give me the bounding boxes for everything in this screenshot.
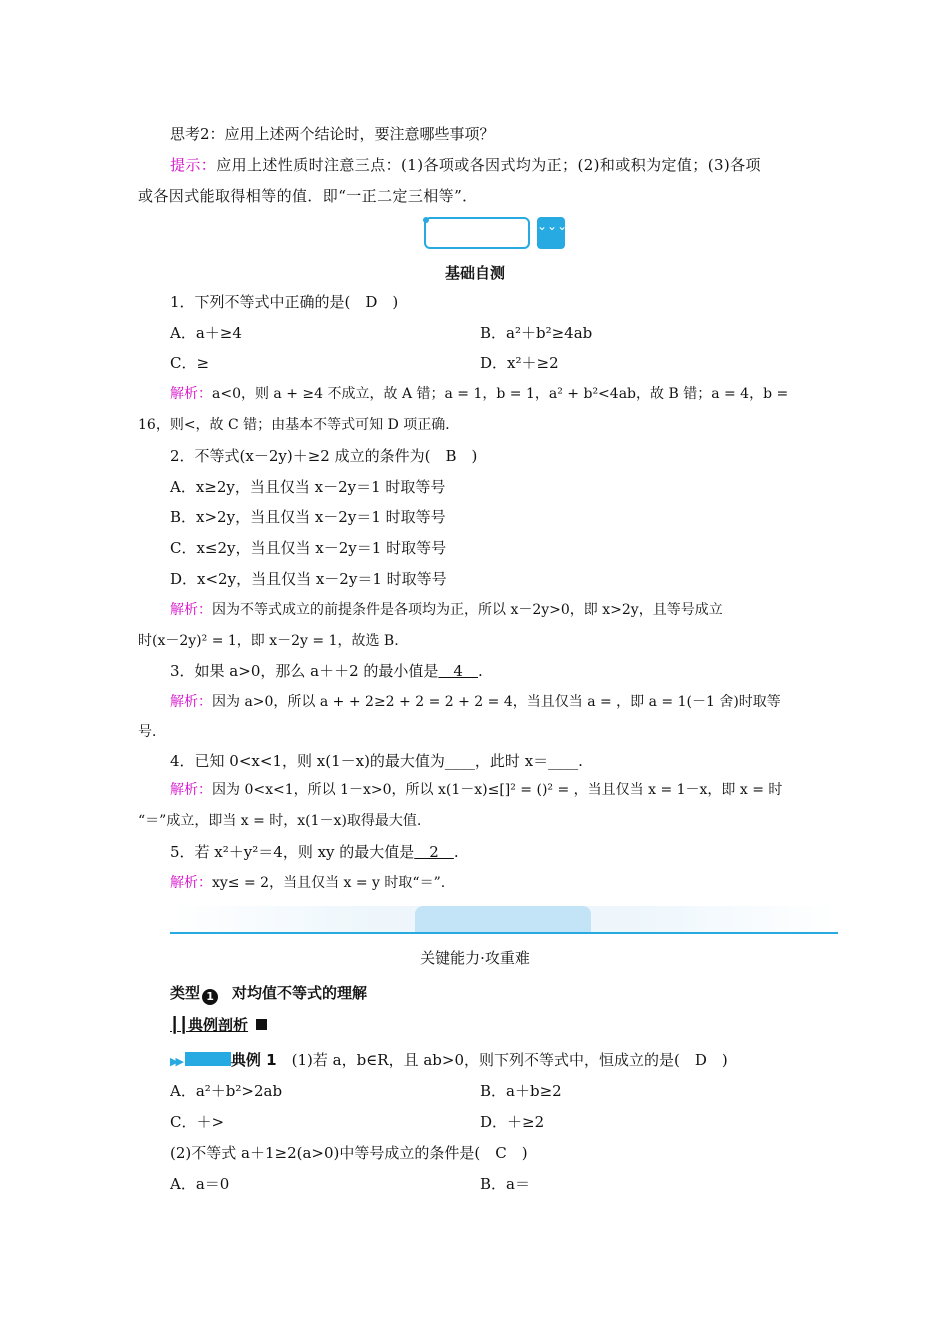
q4-stem: 4．已知 0<x<1，则 x(1－x)的最大值为____，此时 x＝____. bbox=[170, 752, 583, 770]
type-number-badge: 1 bbox=[202, 989, 218, 1005]
example-label: 典例 1 bbox=[230, 1051, 277, 1069]
q3-solution-line2: 号． bbox=[138, 724, 166, 740]
section-divider-line bbox=[170, 932, 838, 934]
section-badge-frame bbox=[424, 217, 530, 249]
q1-option-b: B．a²＋b²≥4ab bbox=[480, 324, 593, 342]
solution-label: 解析： bbox=[170, 875, 212, 891]
ex1-option-a: A．a²＋b²>2ab bbox=[170, 1082, 283, 1100]
q2-solution-line2: 时(x－2y)² = 1，即 x－2y = 1，故选 B. bbox=[138, 633, 399, 649]
q4-solution-text-1: 因为 0<x<1，所以 1－x>0，所以 x(1－x)≤[]² = ()² = ，当且仅当 x = 1－x，即 x = 时 bbox=[212, 782, 783, 798]
q2-option-b: B．x>2y，当且仅当 x－2y＝1 时取等号 bbox=[170, 508, 446, 526]
solution-label: 解析： bbox=[170, 602, 212, 618]
q2-solution-line1 bbox=[170, 600, 723, 620]
badge-dot bbox=[423, 217, 429, 223]
q2-option-c: C．x≤2y，当且仅当 x－2y＝1 时取等号 bbox=[170, 539, 447, 557]
section-title-key-abilities: 关键能力·攻重难 bbox=[420, 949, 530, 967]
type-label: 类型 bbox=[170, 984, 201, 1002]
type-title: 对均值不等式的理解 bbox=[232, 984, 368, 1002]
q4-solution-line2: “＝”成立，即当 x = 时，x(1－x)取得最大值. bbox=[138, 813, 422, 829]
q1-option-d: D．x²＋≥2 bbox=[480, 354, 559, 372]
q2-option-d: D．x<2y，当且仅当 x－2y＝1 时取等号 bbox=[170, 570, 447, 588]
ex1-part2-option-a: A．a＝0 bbox=[170, 1175, 230, 1193]
q5-solution-text-1: xy≤ = 2，当且仅当 x = y 时取“＝”. bbox=[212, 875, 446, 891]
q1-option-c: C．≥ bbox=[170, 354, 210, 372]
q5-stem-end: . bbox=[453, 843, 459, 861]
q3-solution-text-1: 因为 a>0，所以 a + + 2≥2 + 2 = 2 + 2 = 4，当且仅当 a = ，即 a = 1(－1 舍)时取等 bbox=[212, 694, 781, 710]
q3-stem-end: . bbox=[477, 662, 483, 680]
tip-label: 提示： bbox=[170, 156, 217, 174]
example-tag bbox=[185, 1052, 231, 1066]
q2-stem: 2．不等式(x－2y)＋≥2 成立的条件为( B ) bbox=[170, 447, 478, 465]
q1-option-a: A．a＋≥4 bbox=[170, 324, 242, 342]
q2-solution-text-1: 因为不等式成立的前提条件是各项均为正，所以 x－2y>0，即 x>2y，且等号成立 bbox=[212, 602, 723, 618]
ex1-option-c: C．＋> bbox=[170, 1113, 225, 1131]
q3-solution-line1 bbox=[170, 692, 781, 712]
q2-option-a: A．x≥2y，当且仅当 x－2y＝1 时取等号 bbox=[170, 478, 446, 496]
q1-solution-text-1: a<0，则 a + ≥4 不成立，故 A 错；a = 1，b = 1，a² + b²<4ab，故 B 错；a = 4，b = bbox=[212, 386, 789, 402]
analysis-heading bbox=[170, 1015, 267, 1035]
solution-label: 解析： bbox=[170, 694, 212, 710]
think2-tip-line2: 或各因式能取得相等的值．即“一正二定三相等”． bbox=[138, 187, 478, 205]
section-title-basic-test: 基础自测 bbox=[444, 264, 505, 282]
analysis-heading-text: ┃┃典例剖析 bbox=[170, 1016, 249, 1034]
q5-answer-blank: 2 bbox=[414, 843, 454, 861]
ex1-part2: (2)不等式 a＋1≥2(a>0)中等号成立的条件是( C ) bbox=[170, 1144, 528, 1162]
q5-stem bbox=[170, 842, 459, 862]
q3-answer-blank: 4 bbox=[438, 662, 478, 680]
section-banner-tab bbox=[415, 906, 591, 932]
ex1-option-b: B．a＋b≥2 bbox=[480, 1082, 562, 1100]
q1-solution-line2: 16，则<，故 C 错；由基本不等式可知 D 项正确． bbox=[138, 417, 460, 433]
square-icon bbox=[256, 1019, 267, 1030]
fast-forward-icon: ▶▶ bbox=[170, 1055, 181, 1068]
q4-solution-line1 bbox=[170, 780, 782, 800]
ex1-part1-text: (1)若 a，b∈R，且 ab>0，则下列不等式中，恒成立的是( D ) bbox=[291, 1051, 728, 1069]
q3-stem bbox=[170, 661, 483, 681]
solution-label: 解析： bbox=[170, 386, 212, 402]
q5-stem-text: 5．若 x²＋y²＝4，则 xy 的最大值是 bbox=[170, 843, 415, 861]
q3-stem-text: 3．如果 a>0，那么 a＋＋2 的最小值是 bbox=[170, 662, 439, 680]
type1-heading bbox=[170, 983, 367, 1005]
ex1-option-d: D．＋≥2 bbox=[480, 1113, 545, 1131]
q5-solution-line1 bbox=[170, 873, 445, 893]
q1-solution-line1 bbox=[170, 384, 788, 404]
q1-stem: 1．下列不等式中正确的是( D ) bbox=[170, 293, 399, 311]
solution-label: 解析： bbox=[170, 782, 212, 798]
tip-text-1: 应用上述性质时注意三点：(1)各项或各因式均为正；(2)和或积为定值；(3)各项 bbox=[216, 156, 761, 174]
ex1-part1 bbox=[170, 1050, 728, 1072]
chevron-down-icon: ⌄⌄⌄ bbox=[537, 217, 565, 249]
think2-tip-line1 bbox=[170, 155, 761, 175]
think2-question: 思考2：应用上述两个结论时，要注意哪些事项？ bbox=[170, 125, 495, 143]
ex1-part2-option-b: B．a＝ bbox=[480, 1175, 530, 1193]
